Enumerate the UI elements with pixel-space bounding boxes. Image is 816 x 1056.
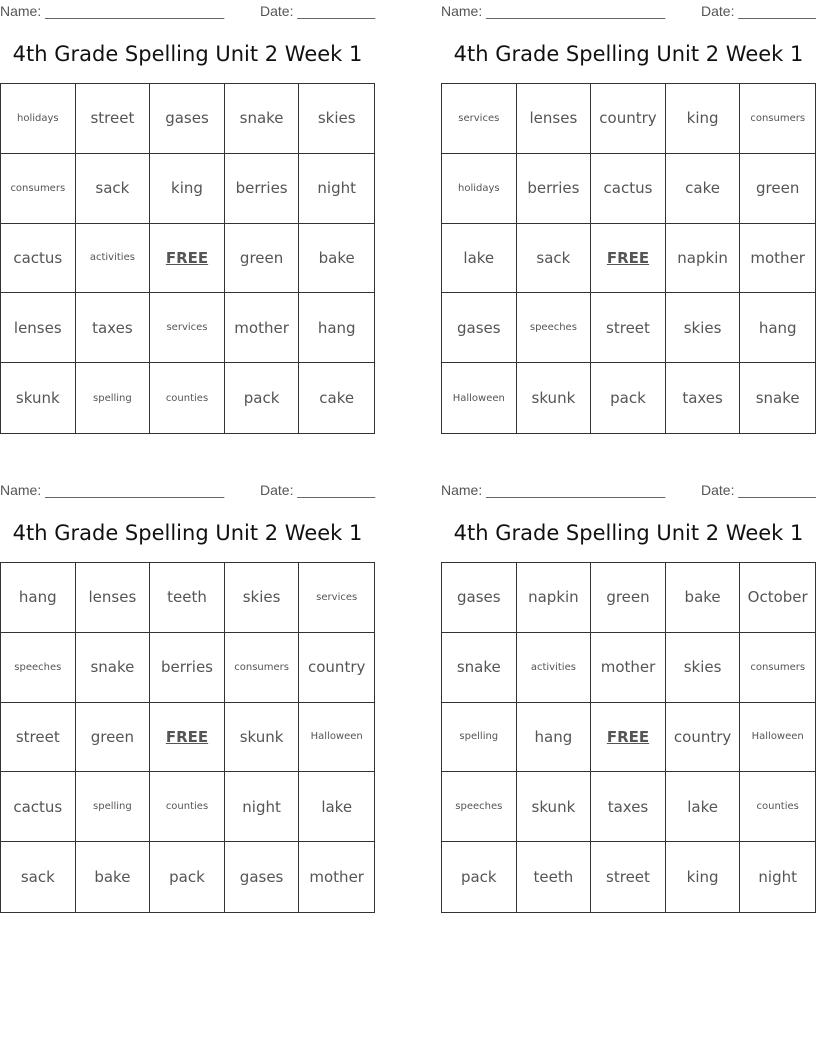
bingo-cell: king: [150, 154, 225, 224]
bingo-cell: skunk: [517, 772, 592, 842]
bingo-cell: country: [666, 703, 741, 773]
name-label: Name: _______________________: [0, 482, 225, 498]
bingo-cell: holidays: [442, 154, 517, 224]
bingo-cell: mother: [225, 293, 300, 363]
bingo-cell: cake: [319, 389, 355, 408]
bingo-cell: cactus: [1, 772, 76, 842]
bingo-cell: bake: [76, 842, 151, 912]
bingo-cell: consumers: [740, 84, 815, 154]
bingo-cell: spelling: [442, 703, 517, 773]
name-label: Name: _______________________: [0, 3, 225, 19]
date-label: Date: __________: [701, 482, 816, 498]
bingo-cell: spelling: [76, 772, 151, 842]
bingo-cell: napkin: [666, 224, 741, 294]
date-label: Date: __________: [701, 3, 816, 19]
bingo-cell: taxes: [591, 772, 666, 842]
bingo-cell: teeth: [517, 842, 592, 912]
bingo-cell: teeth: [150, 563, 225, 633]
bingo-cell: speeches: [1, 633, 76, 703]
bingo-cell: lake: [666, 772, 741, 842]
bingo-cell: bake: [666, 563, 741, 633]
bingo-cell: night: [299, 154, 374, 224]
bingo-cell: activities: [517, 633, 592, 703]
bingo-grid: [441, 83, 816, 434]
bingo-cell: consumers: [1, 154, 76, 224]
bingo-cell: activities: [76, 224, 151, 294]
bingo-cell: cactus: [591, 154, 666, 224]
bingo-grid: [441, 562, 816, 913]
bingo-cell: lenses: [76, 563, 151, 633]
bingo-grid: [0, 562, 375, 913]
name-label: Name: _______________________: [441, 482, 666, 498]
bingo-cell: lake: [299, 772, 374, 842]
bingo-cell: cake: [666, 154, 741, 224]
bingo-cell: lake: [442, 224, 517, 294]
free-space-cell: FREE: [150, 224, 225, 294]
name-date-row: [0, 482, 375, 498]
bingo-cell: skies: [299, 84, 374, 154]
bingo-cell: pack: [225, 363, 300, 433]
date-label: Date: __________: [260, 482, 376, 498]
card-title: 4th Grade Spelling Unit 2 Week 1: [453, 42, 804, 66]
card-title: 4th Grade Spelling Unit 2 Week 1: [12, 521, 363, 545]
bingo-cell: snake: [76, 633, 151, 703]
free-space-cell: FREE: [591, 703, 666, 773]
bingo-cell: counties: [740, 772, 815, 842]
bingo-grid: [0, 83, 375, 434]
bingo-cell: services: [299, 563, 374, 633]
bingo-cell: taxes: [76, 293, 151, 363]
name-date-row: [441, 482, 816, 498]
bingo-cell: speeches: [517, 293, 592, 363]
bingo-cell: berries: [517, 154, 592, 224]
bingo-cell: sack: [517, 224, 592, 294]
bingo-cell: gases: [225, 842, 300, 912]
bingo-cell: services: [442, 84, 517, 154]
bingo-cell: October: [740, 563, 815, 633]
bingo-cell: spelling: [76, 363, 151, 433]
bingo-cell: green: [225, 224, 300, 294]
bingo-cell: berries: [150, 633, 225, 703]
bingo-cell: country: [591, 84, 666, 154]
bingo-cell: bake: [299, 224, 374, 294]
bingo-cell: green: [591, 563, 666, 633]
card-title: 4th Grade Spelling Unit 2 Week 1: [12, 42, 363, 66]
name-label: Name: _______________________: [441, 3, 666, 19]
bingo-cell: skies: [666, 293, 741, 363]
bingo-cell: Halloween: [740, 703, 815, 773]
bingo-cell: street: [591, 842, 666, 912]
name-date-row: [0, 3, 375, 19]
bingo-cell: green: [740, 154, 815, 224]
bingo-cell: skies: [666, 633, 741, 703]
bingo-cell: gases: [442, 293, 517, 363]
bingo-cell: lenses: [517, 84, 592, 154]
bingo-cell: skies: [225, 563, 300, 633]
name-date-row: [441, 3, 816, 19]
bingo-cell: berries: [225, 154, 300, 224]
bingo-cell: cactus: [1, 224, 76, 294]
bingo-cell: Halloween: [442, 363, 517, 433]
bingo-cell: Halloween: [299, 703, 374, 773]
bingo-cell: sack: [76, 154, 151, 224]
bingo-cell: mother: [591, 633, 666, 703]
bingo-cell: speeches: [442, 772, 517, 842]
bingo-cell: holidays: [1, 84, 76, 154]
bingo-cell: night: [225, 772, 300, 842]
free-space-cell: FREE: [150, 703, 225, 773]
bingo-cell: pack: [150, 842, 225, 912]
bingo-cell: hang: [299, 293, 374, 363]
bingo-cell: consumers: [740, 633, 815, 703]
bingo-cell: skunk: [225, 703, 300, 773]
bingo-cell: mother: [740, 224, 815, 294]
bingo-cell: pack: [591, 363, 666, 433]
bingo-cell: services: [150, 293, 225, 363]
bingo-cell: street: [1, 703, 76, 773]
bingo-cell: snake: [225, 84, 300, 154]
bingo-cell: skunk: [517, 363, 592, 433]
bingo-cell: hang: [740, 293, 815, 363]
card-title: 4th Grade Spelling Unit 2 Week 1: [453, 521, 804, 545]
bingo-cell: skunk: [1, 363, 76, 433]
bingo-cell: street: [76, 84, 151, 154]
date-label: Date: __________: [260, 3, 376, 19]
bingo-cell: consumers: [225, 633, 300, 703]
bingo-cell: night: [758, 868, 797, 887]
bingo-cell: counties: [150, 772, 225, 842]
bingo-cell: napkin: [517, 563, 592, 633]
bingo-cell: mother: [309, 868, 364, 887]
bingo-cell: country: [299, 633, 374, 703]
bingo-cell: taxes: [666, 363, 741, 433]
bingo-cell: king: [666, 842, 741, 912]
bingo-cell: sack: [1, 842, 76, 912]
bingo-cell: king: [666, 84, 741, 154]
bingo-cell: counties: [150, 363, 225, 433]
free-space-cell: FREE: [591, 224, 666, 294]
bingo-cell: lenses: [1, 293, 76, 363]
bingo-cell: pack: [442, 842, 517, 912]
bingo-cell: hang: [1, 563, 76, 633]
bingo-cell: gases: [442, 563, 517, 633]
bingo-cell: street: [591, 293, 666, 363]
bingo-cell: hang: [517, 703, 592, 773]
bingo-cell: gases: [150, 84, 225, 154]
bingo-cell: snake: [755, 389, 800, 408]
bingo-cell: snake: [442, 633, 517, 703]
bingo-cell: green: [76, 703, 151, 773]
